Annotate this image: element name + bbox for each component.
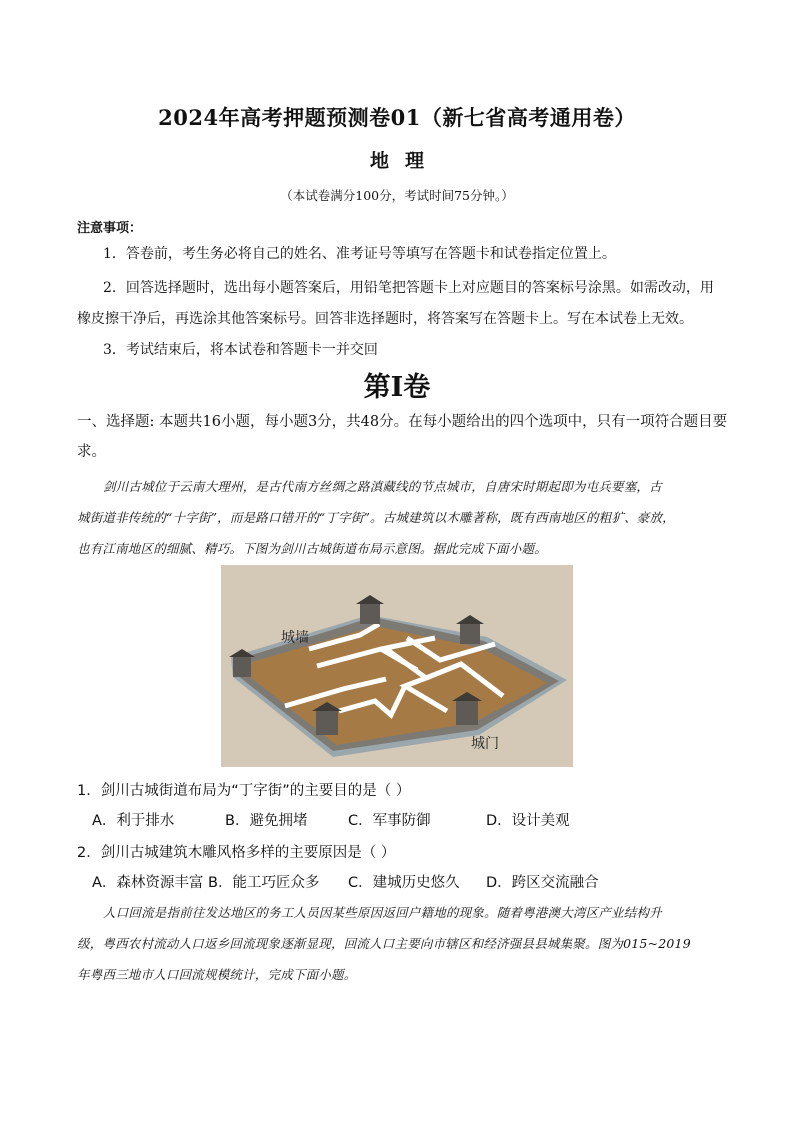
volume-title: 第I卷 bbox=[363, 372, 431, 403]
passage-line: 剑川古城位于云南大理州，是古代南方丝绸之路滇藏线的节点城市，自唐宋时期起即为屯兵要塞，古 bbox=[103, 479, 662, 494]
notice-item: 2．回答选择题时，选出每小题答案后，用铅笔把答题卡上对应题目的答案标号涂黑。如需改动，用 bbox=[103, 280, 714, 296]
question-1-stem: 1．剑川古城街道布局为“丁字街”的主要目的是（ ） bbox=[77, 783, 411, 799]
q1-option-b[interactable]: B．避免拥堵 bbox=[225, 813, 308, 829]
q2-option-c[interactable]: C．建城历史悠久 bbox=[348, 875, 460, 891]
section-heading-cont: 求。 bbox=[77, 444, 106, 460]
subject-title: 地理 bbox=[369, 150, 440, 172]
passage-line: 级，粤西农村流动人口返乡回流现象逐渐显现，回流人口主要向市辖区和经济强县县城集聚。图为015~2019 bbox=[77, 936, 691, 951]
passage-line: 也有江南地区的细腻、精巧。下图为剑川古城街道布局示意图。据此完成下面小题。 bbox=[77, 541, 547, 556]
passage-line: 人口回流是指前往发达地区的务工人员因某些原因返回户籍地的现象。随着粤港澳大湾区产业结构升 bbox=[103, 905, 662, 920]
q2-option-b[interactable]: B．能工巧匠众多 bbox=[208, 875, 320, 891]
q1-option-c[interactable]: C．军事防御 bbox=[348, 813, 431, 829]
notice-item: 3．考试结束后，将本试卷和答题卡一并交回 bbox=[103, 342, 378, 358]
q2-option-d[interactable]: D．跨区交流融合 bbox=[486, 875, 599, 891]
passage-line: 年粤西三地市人口回流规模统计，完成下面小题。 bbox=[77, 967, 357, 982]
city-layout-figure bbox=[221, 565, 573, 767]
exam-title: 2024年高考押题预测卷01（新七省高考通用卷） bbox=[158, 105, 636, 130]
section-heading: 一、选择题: 本题共16小题，每小题3分，共48分。在每小题给出的四个选项中，只有一项符合题目要 bbox=[77, 414, 728, 430]
exam-note: （本试卷满分100分，考试时间75分钟。） bbox=[280, 188, 514, 203]
notice-heading: 注意事项： bbox=[77, 221, 143, 236]
question-2-stem: 2．剑川古城建筑木雕风格多样的主要原因是（ ） bbox=[77, 845, 396, 861]
label-city-wall: 城墙 bbox=[281, 630, 309, 646]
q2-option-a[interactable]: A．森林资源丰富 bbox=[92, 875, 204, 891]
label-city-gate: 城门 bbox=[471, 736, 499, 752]
notice-item: 1．答卷前，考生务必将自己的姓名、准考证号等填写在答题卡和试卷指定位置上。 bbox=[103, 246, 616, 262]
city-layout-illustration bbox=[221, 565, 573, 767]
q1-option-a[interactable]: A．利于排水 bbox=[92, 813, 175, 829]
passage-line: 城街道非传统的“十字街”，而是路口错开的“丁字街”。古城建筑以木雕著称，既有西南地区的粗犷、豪放， bbox=[77, 510, 675, 525]
q1-option-d[interactable]: D．设计美观 bbox=[486, 813, 570, 829]
notice-item: 橡皮擦干净后，再选涂其他答案标号。回答非选择题时，将答案写在答题卡上。写在本试卷上无效。 bbox=[77, 311, 693, 327]
